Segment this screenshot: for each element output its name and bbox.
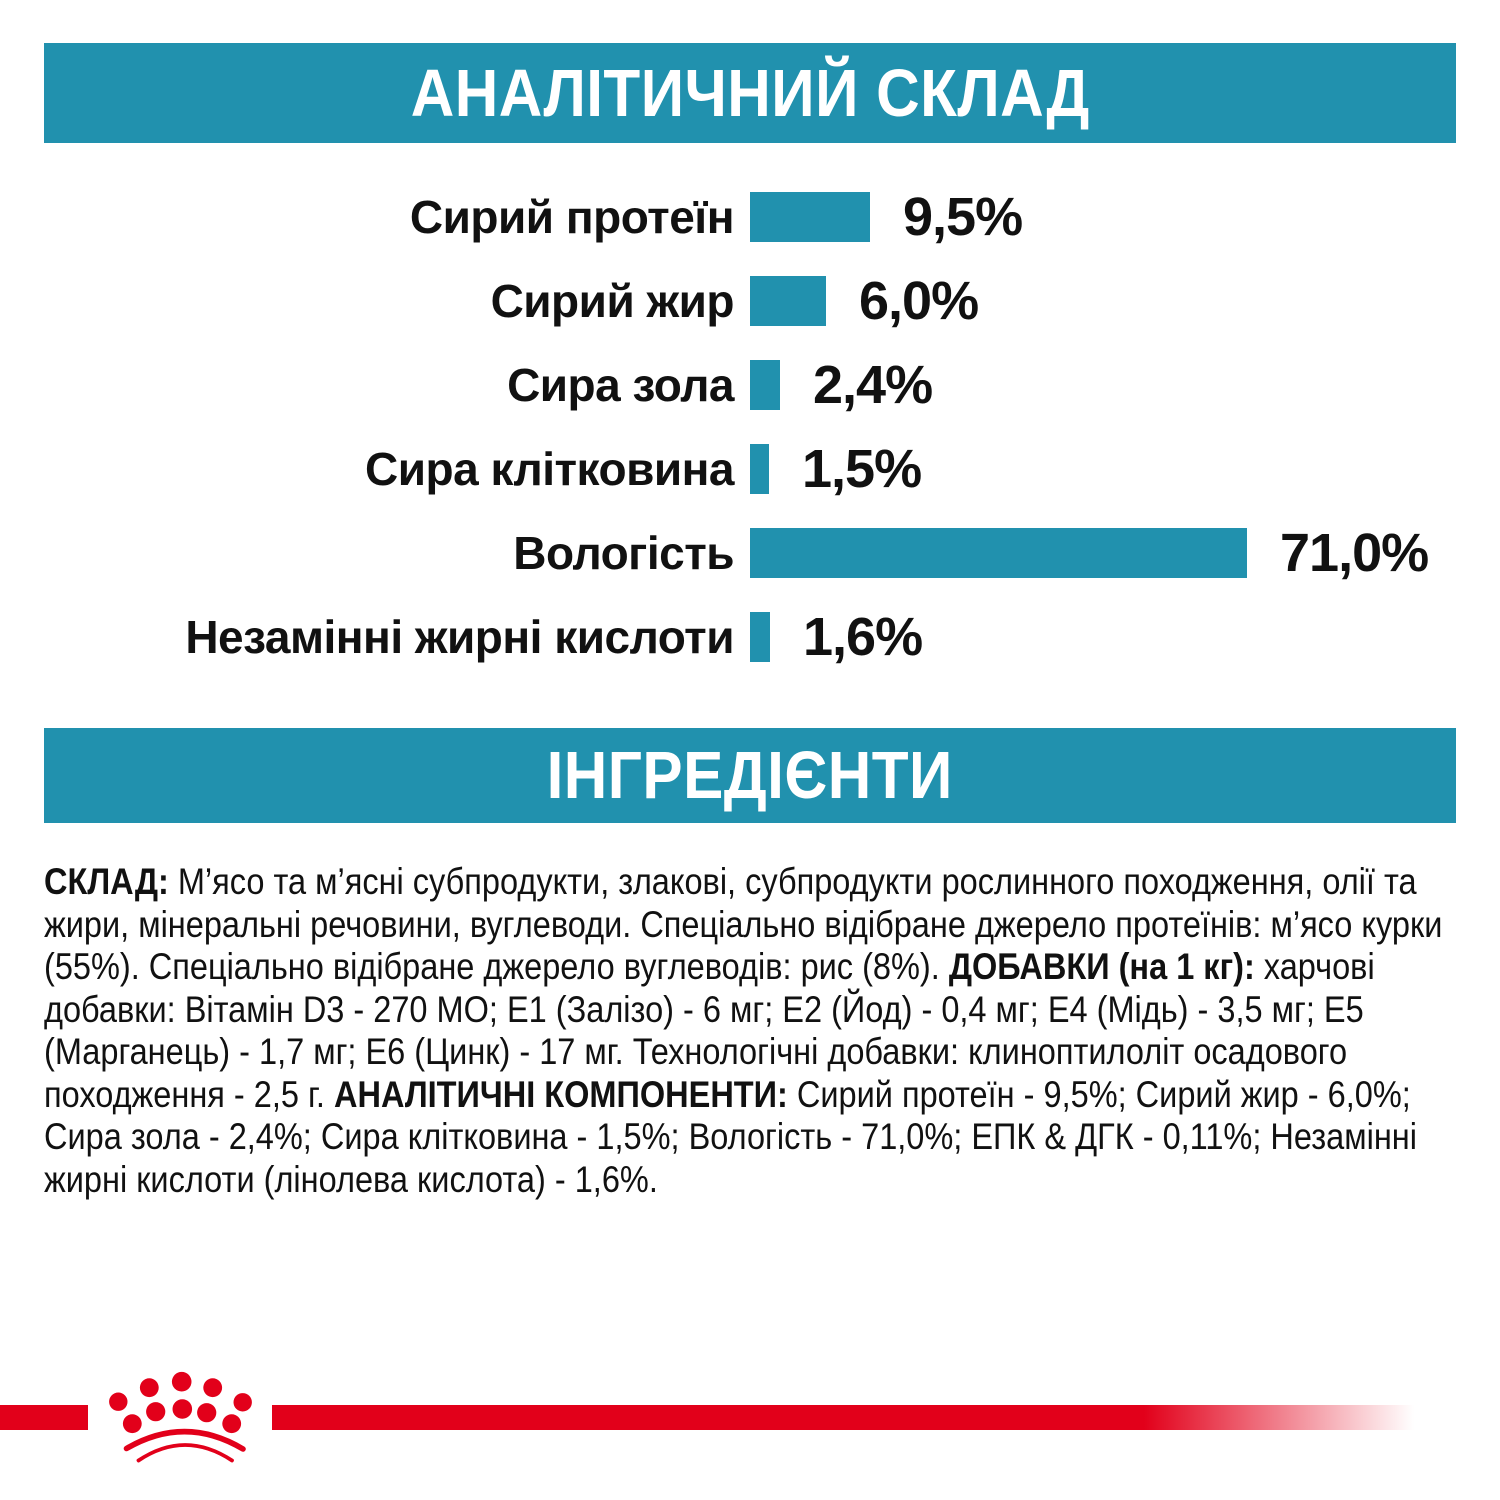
chart-value-label: 1,5% xyxy=(802,439,922,499)
chart-value-label: 2,4% xyxy=(813,355,933,415)
chart-category-label: Сирий жир xyxy=(490,275,734,327)
ingredients-bold-label: СКЛАД: xyxy=(44,860,169,902)
chart-bar-area xyxy=(750,522,1428,584)
chart-category-label: Сирий протеїн xyxy=(409,191,734,243)
chart-bar-area xyxy=(750,270,978,332)
chart-value-label: 6,0% xyxy=(859,271,979,331)
chart-category-label: Сира клітковина xyxy=(364,443,734,495)
chart-bar xyxy=(750,276,826,326)
ingredients-paragraph xyxy=(44,860,1457,1200)
chart-value-label: 1,6% xyxy=(803,607,923,667)
analytical-composition-title: АНАЛІТИЧНИЙ СКЛАД xyxy=(410,55,1090,131)
chart-category-label: Незамінні жирні кислоти xyxy=(185,611,734,663)
ingredients-bold-label: АНАЛІТИЧНІ КОМПОНЕНТИ: xyxy=(333,1072,788,1115)
chart-row xyxy=(44,343,1456,427)
royal-canin-crown-logo xyxy=(100,1365,270,1475)
chart-category-label: Сира зола xyxy=(507,359,734,411)
ingredients-bold-label: ДОБАВКИ (на 1 кг): xyxy=(948,945,1255,987)
ingredients-banner xyxy=(44,728,1456,823)
ingredients-title: ІНГРЕДІЄНТИ xyxy=(546,738,954,813)
chart-value-label: 9,5% xyxy=(903,187,1023,247)
chart-bar-area xyxy=(750,354,932,416)
chart-category-label: Вологість xyxy=(513,527,734,579)
bar-chart xyxy=(44,175,1456,679)
chart-row xyxy=(44,427,1456,511)
ingredients-text-run: харчові добавки: Вітамін D3 - 270 МО; Е1 (Залізо) - 6 мг; Е2 (Йод) - 0,4 мг; Е4 (Мідь) - 3,5 мг; Е5 (Марганець) - 1,7 мг; Е6 (Цинк) - 17 мг. Технологічні добавки: клиноптилоліт осадового походження - 2,5 г. xyxy=(44,945,1375,1115)
chart-bar-area xyxy=(750,606,922,668)
chart-row xyxy=(44,259,1456,343)
brand-band-right xyxy=(272,1405,1500,1430)
chart-bar xyxy=(750,612,770,662)
chart-bar xyxy=(750,444,769,494)
ingredients-text-run: М’ясо та м’ясні субпродукти, злакові, субпродукти рослинного походження, олії та жири, мінеральні речовини, вуглеводи. Спеціально відібране джерело протеїнів: м’ясо курки (55%). Спеціально відібране джерело вуглеводів: рис (8%). xyxy=(44,860,1443,987)
chart-row xyxy=(44,511,1456,595)
chart-bar xyxy=(750,528,1247,578)
ingredients-text-run: Сирий протеїн - 9,5%; Сирий жир - 6,0%; Сира зола - 2,4%; Сира клітковина - 1,5%; Вологість - 71,0%; ЕПК & ДГК - 0,11%; Незамінні жирні кислоти (лінолева кислота) - 1,6%. xyxy=(44,1072,1417,1200)
analytical-composition-banner xyxy=(44,43,1456,143)
chart-value-label: 71,0% xyxy=(1280,523,1429,583)
brand-band-left xyxy=(0,1405,88,1430)
chart-bar-area xyxy=(750,438,921,500)
chart-bar xyxy=(750,192,870,242)
chart-bar-area xyxy=(750,186,1022,248)
chart-bar xyxy=(750,360,780,410)
chart-row xyxy=(44,175,1456,259)
chart-row xyxy=(44,595,1456,679)
